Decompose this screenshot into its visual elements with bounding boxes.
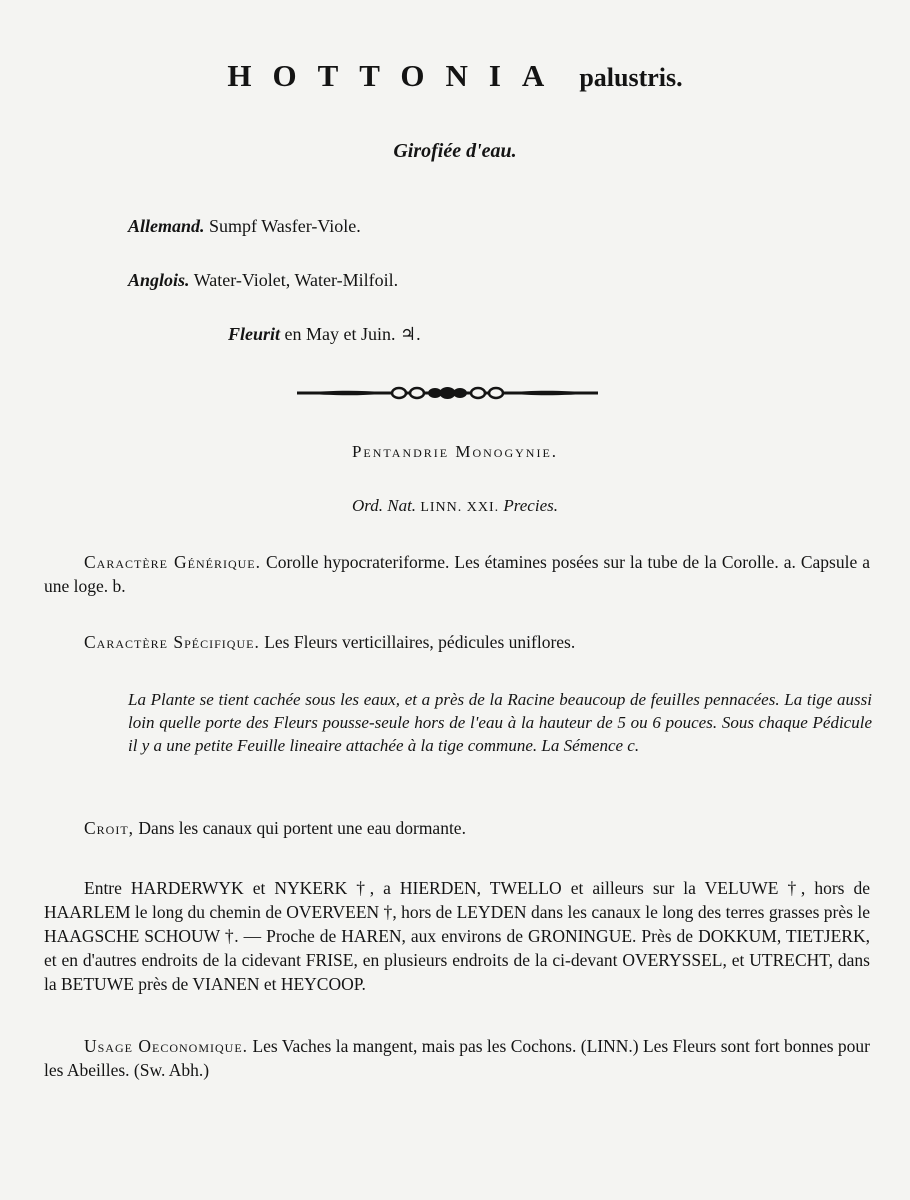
habitat-text: Dans les canaux qui portent une eau dormante. xyxy=(138,818,466,838)
order-name: Precies. xyxy=(503,496,558,515)
english-label: Anglois. xyxy=(128,270,190,290)
german-text: Sumpf Wasfer-Viole. xyxy=(209,216,361,236)
specific-character-label: Caractère Spécifique. xyxy=(84,632,260,652)
economic-use-text: Les Vaches la mangent, mais pas les Cochons. (LINN.) Les Fleurs sont fort bonnes pour les Abeilles. (Sw. Abh.) xyxy=(44,1036,871,1080)
genus-name: HOTTONIA xyxy=(227,58,566,93)
specific-character xyxy=(44,630,870,654)
economic-use xyxy=(44,1034,870,1082)
plant-description: La Plante se tient cachée sous les eaux, et a près de la Racine beaucoup de feuilles pennacées. La tige aussi loin quelle porte des Fleurs pousse-seule hors de l'eau à la hauteur de 5 ou 6 pouces. Sous chaque Pédicule il y a une petite Feuille lineaire attachée à la tige commune. La Sémence c. xyxy=(128,690,872,755)
english-name-line xyxy=(128,270,398,291)
flowering-label: Fleurit xyxy=(228,324,281,344)
ornament-divider xyxy=(295,380,600,406)
habitat-label: Croit, xyxy=(84,818,135,838)
german-label: Allemand. xyxy=(128,216,205,236)
localities: Entre HARDERWYK et NYKERK †, a HIERDEN, TWELLO et ailleurs sur la VELUWE †, hors de HAARLEM le long du chemin de OVERVEEN †, hors de LEYDEN dans les canaux le long des terres grasses près le HAAGSCHE SCHOUW †. — Proche de HAREN, aux environs de GRONINGUE. Près de DOKKUM, TIETJERK, et en d'autres endroits de la cidevant FRISE, en plusieurs endroits de la ci-devant OVERYSSEL, et UTRECHT, dans la BETUWE près de VIANEN et HEYCOOP. xyxy=(44,878,870,994)
classification-class: Pentandrie Monogynie. xyxy=(351,442,559,461)
german-name-line xyxy=(128,216,361,237)
classification-order xyxy=(0,496,910,516)
specific-character-text: Les Fleurs verticillaires, pédicules uniflores. xyxy=(264,632,576,652)
economic-use-label: Usage Oeconomique. xyxy=(84,1036,249,1056)
generic-character xyxy=(44,550,870,598)
flowering-line xyxy=(228,324,421,345)
species-name: palustris. xyxy=(579,63,683,92)
generic-character-text: Corolle hypocrateriforme. Les étamines posées sur la tube de la Corolle. a. Capsule a une loge. b. xyxy=(44,552,871,596)
order-prefix: Ord. Nat. xyxy=(351,496,417,515)
common-name: Girofiée d'eau. xyxy=(393,140,517,162)
order-linn: LINN. XXI. xyxy=(420,500,500,515)
english-text: Water-Violet, Water-Milfoil. xyxy=(193,270,399,290)
flowering-text: en May et Juin. ♃. xyxy=(284,324,421,344)
habitat xyxy=(44,816,870,840)
page-title xyxy=(0,58,910,94)
generic-character-label: Caractère Générique. xyxy=(84,552,262,572)
